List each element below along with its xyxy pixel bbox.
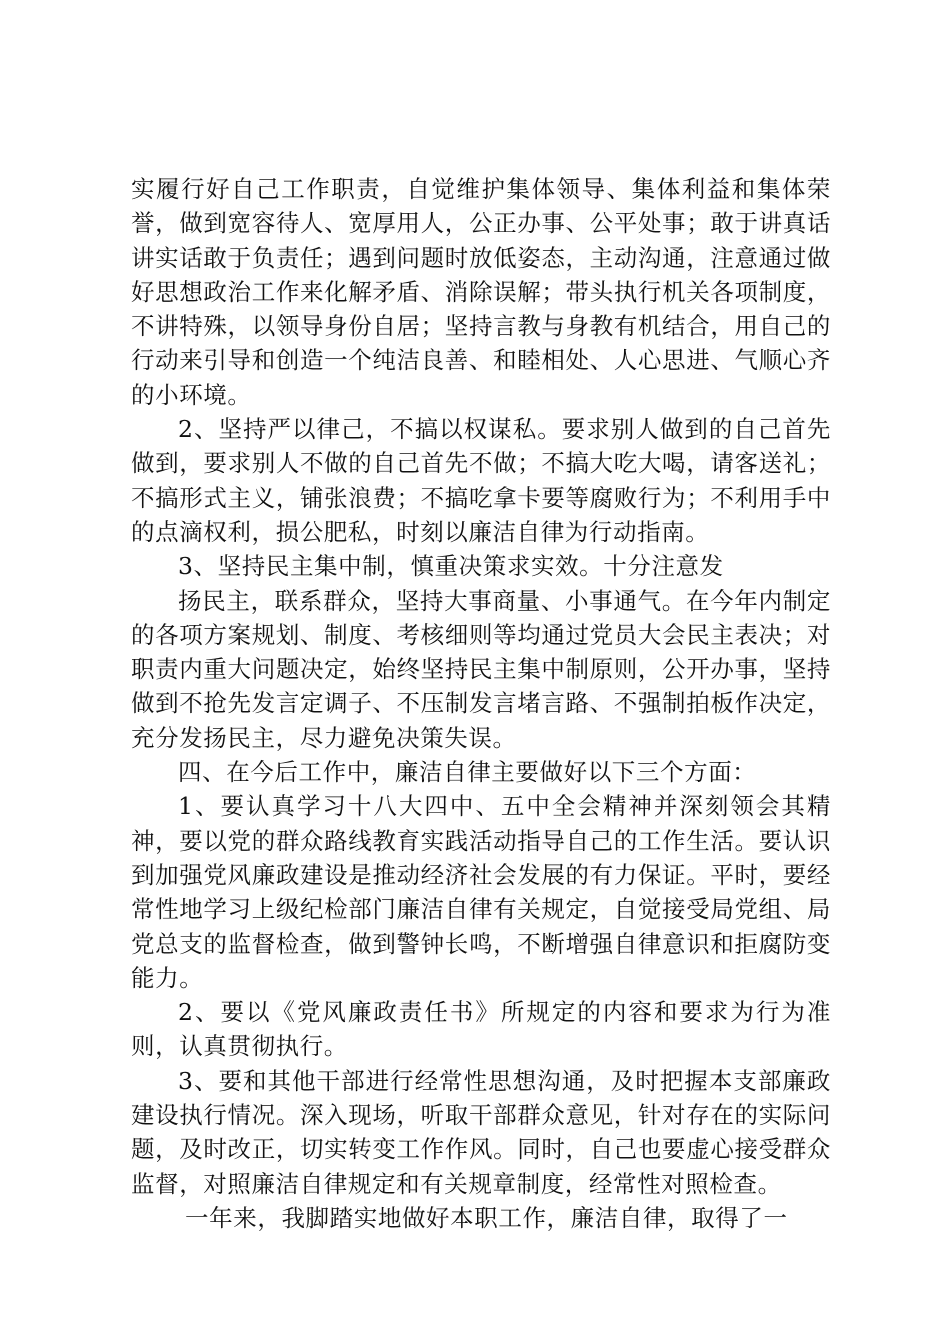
paragraph-4: 扬民主，联系群众，坚持大事商量、小事通气。在今年内制定的各项方案规划、制度、考核细则等均通过党员大会民主表决；对职责内重大问题决定，始终坚持民主集中制原则，公开办事，坚持做到不抢先发言定调子、不压制发言堵言路、不强制拍板作决定，充分发扬民主，尽力避免决策失误。 [131, 586, 831, 752]
paragraph-9: 一年来，我脚踏实地做好本职工作，廉洁自律，取得了一 [185, 1203, 788, 1232]
paragraph-1: 实履行好自己工作职责，自觉维护集体领导、集体利益和集体荣誉，做到宽容待人、宽厚用人，公正办事、公平处事；敢于讲真话讲实话敢于负责任；遇到问题时放低姿态，主动沟通，注意通过做好思想政治工作来化解矛盾、消除误解；带头执行机关各项制度，不讲特殊，以领导身份自居；坚持言教与身教有机结合，用自己的行动来引导和创造一个纯洁良善、和睦相处、人心思进、气顺心齐的小环境。 [131, 175, 831, 409]
paragraph-8: 3、要和其他干部进行经常性思想沟通，及时把握本支部廉政建设执行情况。深入现场，听取干部群众意见，针对存在的实际问题，及时改正，切实转变工作作风。同时，自己也要虚心接受群众监督，对照廉洁自律规定和有关规章制度，经常性对照检查。 [131, 1066, 831, 1198]
paragraph-3: 3、坚持民主集中制，慎重决策求实效。十分注意发 [178, 552, 724, 581]
document-body [131, 172, 831, 1235]
paragraph-2: 2、坚持严以律己，不搞以权谋私。要求别人做到的自己首先做到，要求别人不做的自己首先不做；不搞大吃大喝，请客送礼；不搞形式主义，铺张浪费；不搞吃拿卡要等腐败行为；不利用手中的点滴权利，损公肥私，时刻以廉洁自律为行动指南。 [131, 415, 831, 546]
paragraph-5: 四、在今后工作中，廉洁自律主要做好以下三个方面： [178, 758, 757, 787]
paragraph-6: 1、要认真学习十八大四中、五中全会精神并深刻领会其精神，要以党的群众路线教育实践活动指导自己的工作生活。要认识到加强党风廉政建设是推动经济社会发展的有力保证。平时，要经常性地学习上级纪检部门廉洁自律有关规定，自觉接受局党组、局党总支的监督检查，做到警钟长鸣，不断增强自律意识和拒腐防变能力。 [131, 792, 831, 992]
paragraph-7: 2、要以《党风廉政责任书》所规定的内容和要求为行为准则，认真贯彻执行。 [131, 998, 831, 1061]
